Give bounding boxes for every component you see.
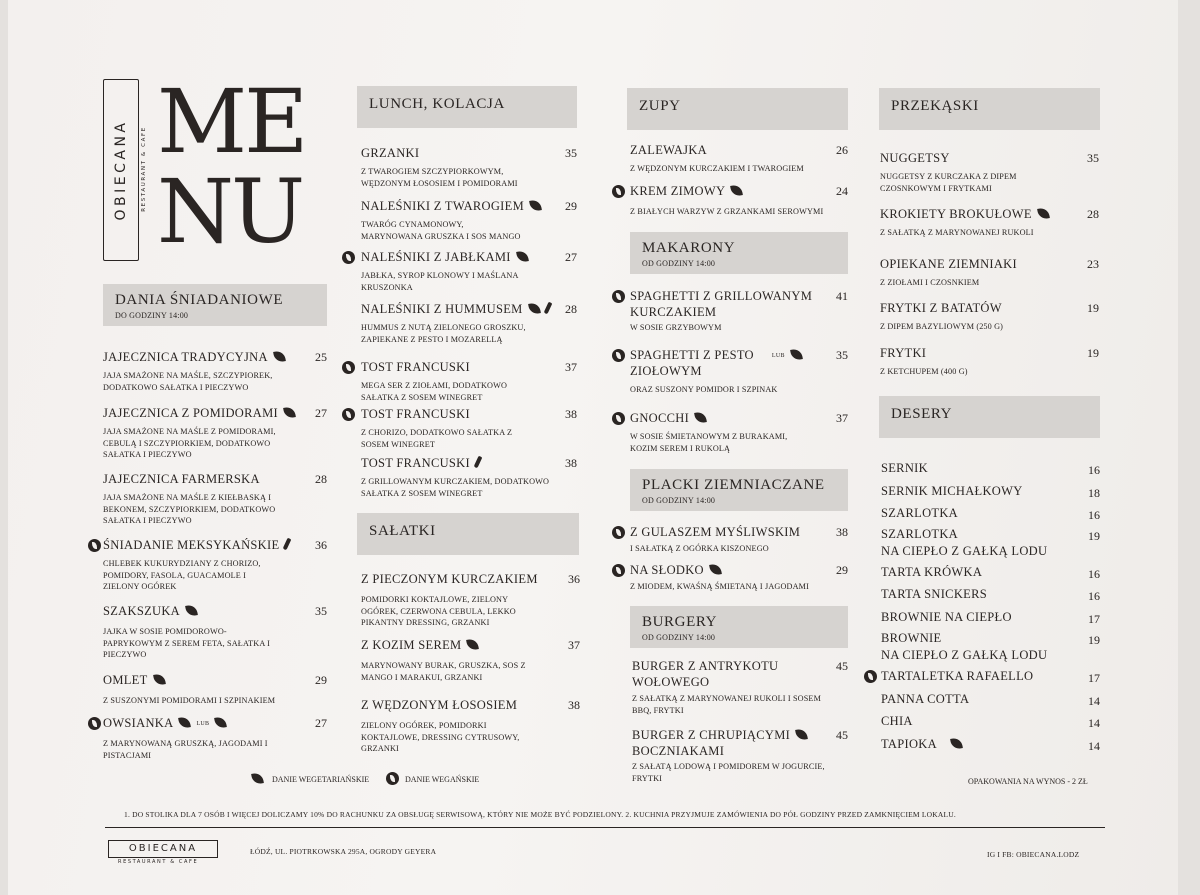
- vegetarian-leaf-icon: [185, 604, 198, 617]
- vegetarian-leaf-icon: [283, 406, 296, 419]
- section-header-burgery: BURGERY OD GODZINY 14:00: [630, 606, 848, 648]
- vegan-leaf-icon: [790, 348, 803, 361]
- legend-vegan: DANIE WEGAŃSKIE: [405, 775, 480, 784]
- vegan-leaf-icon: [950, 737, 963, 750]
- vegan-icon: [342, 361, 355, 374]
- vegetarian-leaf-icon: [709, 563, 722, 576]
- address: ŁÓDŹ, UL. PIOTRKOWSKA 295A, OGRODY GEYERA: [250, 847, 437, 856]
- section-header-salatki: SAŁATKI: [357, 513, 579, 555]
- logo-tagline: RESTAURANT & CAFE: [141, 126, 147, 212]
- vegetarian-leaf-icon: [179, 716, 192, 729]
- vegetarian-leaf-icon: [516, 250, 529, 263]
- vegan-icon: [612, 564, 625, 577]
- section-header-zupy: ZUPY: [627, 88, 848, 130]
- section-header-placki: PLACKI ZIEMNIACZANE OD GODZINY 14:00: [630, 469, 848, 511]
- vegetarian-leaf-icon: [730, 184, 743, 197]
- footnote: 1. DO STOLIKA DLA 7 OSÓB I WIĘCEJ DOLICZAMY 10% DO RACHUNKU ZA OBSŁUGĘ SERWISOWĄ, KTÓRY NIE MOŻE BYĆ PODZIELONY. 2. KUCHNIA PRZYJMUJE ZAMÓWIENIA DO PÓŁ GODZINY PRZED ZAMKNIĘCIEM LOKALU.: [124, 810, 956, 819]
- vegetarian-leaf-icon: [528, 302, 541, 315]
- vegan-icon: [612, 349, 625, 362]
- section-header-sniadaniowe: DANIA ŚNIADANIOWE DO GODZINY 14:00: [103, 284, 327, 326]
- vegan-icon: [342, 251, 355, 264]
- section-header-lunch: LUNCH, KOLACJA: [357, 86, 577, 128]
- vegan-icon: [342, 408, 355, 421]
- vegan-icon: [612, 412, 625, 425]
- vegetarian-leaf-icon: [1037, 207, 1050, 220]
- vegetarian-leaf-icon: [529, 199, 542, 212]
- vegan-icon: [88, 539, 101, 552]
- vegetarian-leaf-icon: [467, 638, 480, 651]
- vegetarian-leaf-icon: [795, 728, 808, 741]
- footer-logo-tagline: RESTAURANT & CAFE: [118, 859, 199, 865]
- footer-divider: [105, 827, 1105, 828]
- vegetarian-leaf-icon: [153, 673, 166, 686]
- vegetarian-leaf-icon: [694, 411, 707, 424]
- section-header-makarony: MAKARONY OD GODZINY 14:00: [630, 232, 848, 274]
- section-header-przekaski: PRZEKĄSKI: [879, 88, 1100, 130]
- vegan-icon: [864, 670, 877, 683]
- social-handle: IG I FB: OBIECANA.LODZ: [987, 850, 1080, 859]
- legend-vegetarian: DANIE WEGETARIAŃSKIE: [272, 775, 370, 784]
- vegan-icon: [612, 185, 625, 198]
- takeaway-note: OPAKOWANIA NA WYNOS - 2 ZŁ: [968, 777, 1088, 786]
- vegan-leaf-icon: [214, 716, 227, 729]
- section-header-desery: DESERY: [879, 396, 1100, 438]
- menu-title-line1: ME: [157, 70, 306, 173]
- vegan-icon: [88, 717, 101, 730]
- footer-logo: OBIECANA: [108, 840, 218, 858]
- vegan-icon: [386, 772, 399, 785]
- logo-vertical: OBIECANA: [103, 79, 139, 261]
- vegan-icon: [612, 290, 625, 303]
- vegan-icon: [612, 526, 625, 539]
- vegetarian-leaf-icon: [273, 350, 286, 363]
- menu-title-line2: NU: [157, 160, 303, 263]
